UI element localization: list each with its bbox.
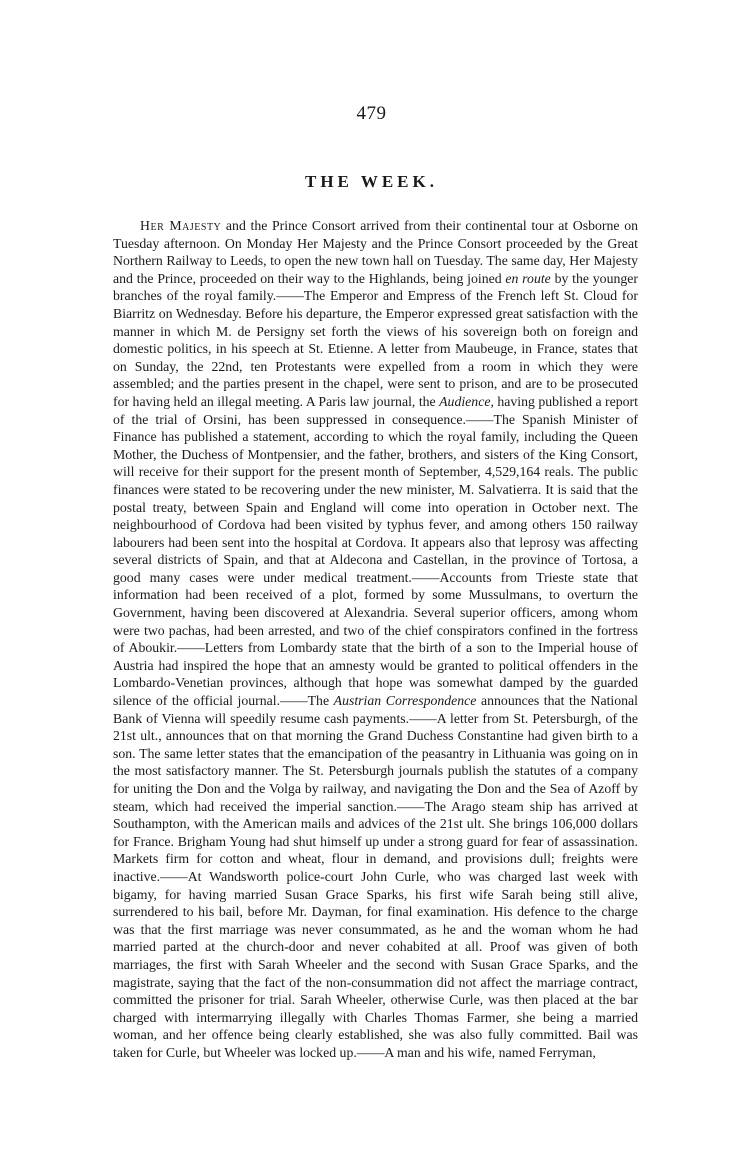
article-segment: Audience xyxy=(439,393,491,409)
article-segment: Austrian Correspondence xyxy=(333,693,477,709)
article-segment: en route xyxy=(505,270,551,286)
article-segment: and the Prince Consort arrived from their continental tour at Osborne on Tuesday afternoon. On Monday Her Majesty and the Prince Consort proceeded by the Great Northern Railway to Leeds, to open the new town hall on Tuesday. The same day, Her Majesty and the Prince, proceeded on their way to the Highlands, being joined xyxy=(113,218,638,286)
article-segment: , having published a report of the trial of Orsini, has been suppressed in consequence.——The Spanish Minister of Finance has published a statement, according to which the royal family, including the Queen Mother, the Duchess of Montpensier, and the father, brothers, and sisters of the King Consort, will receive for their support for the present month of September, 4,529,164 reals. The public finances were stated to be recovering under the new minister, M. Salvatierra. It is said that the postal treaty, between Spain and England will come into operation in October next. The neighbourhood of Cordova had been visited by typhus fever, and among others 150 railway labourers had been sent into the hospital at Cordova. It appears also that leprosy was affecting several districts of Spain, and that at Aldecona and Castellan, in the province of Tortosa, a good many cases were under medical treatment.——Accounts from Trieste state that information had been received of a plot, formed by some Mussulmans, to overturn the Government, having been discovered at Alexandria. Several superior officers, among whom were two pachas, had been arrested, and two of the chief conspirators confined in the fortress of Aboukir.——Letters from Lombardy state that the birth of a son to the Imperial house of Austria had inspired the hope that an amnesty would be granted to political offenders in the Lombardo-Venetian provinces, although that hope was somewhat damped by the guarded silence of the official journal.——The xyxy=(113,393,638,709)
article-body xyxy=(113,217,638,1062)
article-segment: by the younger branches of the royal family.——The Emperor and Empress of the French left St. Cloud for Biarritz on Wednesday. Before his departure, the Emperor expressed great satisfaction with the manner in which M. de Persigny set forth the views of his sovereign both on foreign and domestic politics, in his speech at St. Etienne. A letter from Maubeuge, in France, states that on Sunday, the 22nd, ten Protestants were expelled from a room in which they were assembled; and the parties present in the chapel, were sent to prison, and are to be prosecuted for having held an illegal meeting. A Paris law journal, the xyxy=(113,270,638,409)
page-number: 479 xyxy=(356,103,387,124)
article-segment: Her Majesty xyxy=(140,218,222,233)
section-heading: THE WEEK. xyxy=(305,172,438,191)
article-segment: announces that the National Bank of Vienna will speedily resume cash payments.——A letter from St. Petersburgh, of the 21st ult., announces that on that morning the Grand Duchess Constantine had given birth to a son. The same letter states that the emancipation of the peasantry in Lithuania was going on in the most satisfactory manner. The St. Petersburgh journals publish the statutes of a company for uniting the Don and the Volga by railway, and navigating the Don and the Sea of Azoff by steam, which had received the imperial sanction.——The Arago steam ship has arrived at Southampton, with the American mails and advices of the 21st ult. She brings 106,000 dollars for France. Brigham Young had shut himself up under a strong guard for fear of assassination. Markets firm for cotton and wheat, flour in demand, and provisions dull; freights were inactive.——At Wandsworth police-court John Curle, who was charged last week with bigamy, for having married Susan Grace Sparks, his first wife Sarah being still alive, surrendered to his bail, before Mr. Dayman, for final examination. His defence to the charge was that the first marriage was never consummated, as he and the woman whom he had married parted at the church-door and never cohabited at all. Proof was given of both marriages, the first with Sarah Wheeler and the second with Susan Grace Sparks, and the magistrate, saying that the fact of the non-consummation did not affect the marriage contract, committed the prisoner for trial. Sarah Wheeler, otherwise Curle, was then placed at the bar charged with intermarrying illegally with Charles Thomas Farmer, she being a married woman, and her offence being clearly established, she was also fully committed. Bail was taken for Curle, but Wheeler was locked up.——A man and his wife, named Ferryman, xyxy=(113,693,638,1060)
